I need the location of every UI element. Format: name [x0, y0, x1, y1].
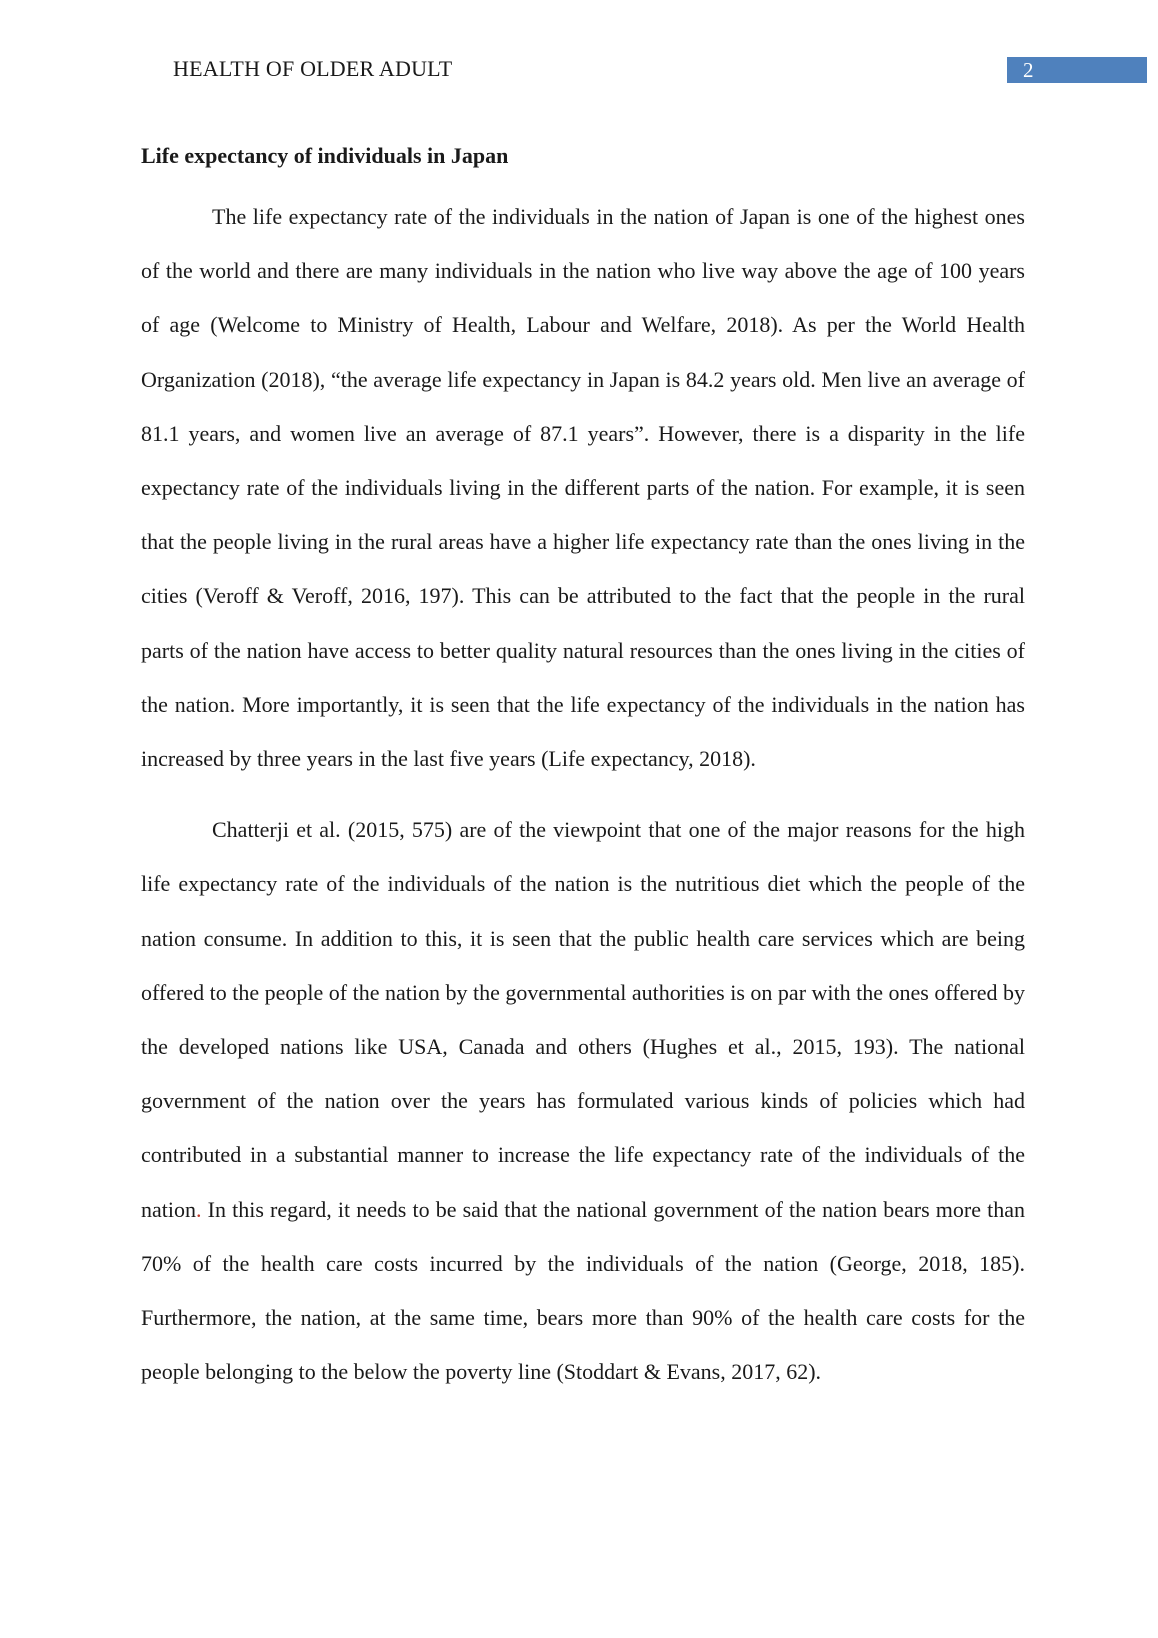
document-body	[141, 136, 1025, 1399]
paragraph-2	[141, 803, 1025, 1399]
highlighted-period: .	[196, 1196, 202, 1222]
section-heading: Life expectancy of individuals in Japan	[141, 143, 509, 168]
paragraph-2-text: Chatterji et al. (2015, 575) are of the viewpoint that one of the major reasons for the high life expectancy rate of the individuals of the nation is the nutritious diet which the people of the nation consume. In addition to this, it is seen that the public health care services which are being offered to the people of the nation by the governmental authorities is on par with the ones offered by the developed nations like USA, Canada and others (Hughes et al., 2015, 193). The national government of the nation over the years has formulated various kinds of policies which had contributed in a substantial manner to increase the life expectancy rate of the individuals of the nation	[141, 817, 1025, 1222]
paragraph-1-text: The life expectancy rate of the individuals in the nation of Japan is one of the highest ones of the world and there are many individuals in the nation who live way above the age of 100 years of age (Welcome to Ministry of Health, Labour and Welfare, 2018). As per the World Health Organization (2018), “the average life expectancy in Japan is 84.2 years old. Men live an average of 81.1 years, and women live an average of 87.1 years”. However, there is a disparity in the life expectancy rate of the individuals living in the different parts of the nation. For example, it is seen that the people living in the rural areas have a higher life expectancy rate than the ones living in the cities (Veroff & Veroff, 2016, 197). This can be attributed to the fact that the people in the rural parts of the nation have access to better quality natural resources than the ones living in the cities of the nation. More importantly, it is seen that the life expectancy of the individuals in the nation has increased by three years in the last five years (Life expectancy, 2018).	[141, 204, 1025, 772]
paragraph-1	[141, 190, 1025, 786]
paragraph-2-continuation: In this regard, it needs to be said that the national government of the nation bears more than 70% of the health care costs incurred by the individuals of the nation (George, 2018, 185). Furthermore, the nation, at the same time, bears more than 90% of the health care costs for the people belonging to the below the poverty line (Stoddart & Evans, 2017, 62).	[141, 1196, 1025, 1385]
running-head: HEALTH OF OLDER ADULT	[173, 56, 453, 81]
page-number: 2	[1007, 57, 1147, 83]
